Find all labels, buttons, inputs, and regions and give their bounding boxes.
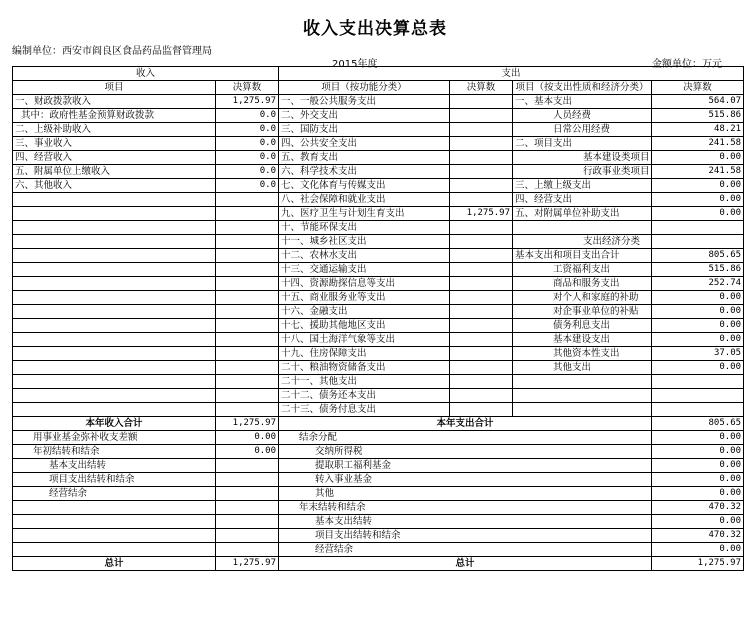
balance-income-item: 项目支出结转和结余 — [13, 473, 216, 487]
func-amount-cell — [450, 389, 513, 403]
balance-income-item: 经营结余 — [13, 487, 216, 501]
income-item-cell: 一、财政拨款收入 — [13, 95, 216, 109]
func-item-cell: 一、一般公共服务支出 — [279, 95, 450, 109]
econ-amount-cell: 0.00 — [652, 193, 744, 207]
income-amount-cell — [216, 361, 279, 375]
func-amount-cell: 1,275.97 — [450, 207, 513, 221]
econ-item-cell — [513, 375, 652, 389]
econ-item-cell: 对企事业单位的补贴 — [513, 305, 652, 319]
econ-amount-cell: 515.86 — [652, 263, 744, 277]
income-item-cell — [13, 403, 216, 417]
income-amount-cell: 1,275.97 — [216, 95, 279, 109]
table-row — [13, 277, 744, 291]
table-row — [13, 165, 744, 179]
income-item-header: 项目 — [13, 81, 216, 95]
grand-expense-value: 1,275.97 — [652, 557, 744, 571]
income-amount-cell — [216, 207, 279, 221]
econ-item-cell — [513, 403, 652, 417]
func-amount-cell — [450, 319, 513, 333]
func-item-cell: 八、社会保障和就业支出 — [279, 193, 450, 207]
balance-expense-item: 结余分配 — [279, 431, 652, 445]
income-item-cell: 五、附属单位上缴收入 — [13, 165, 216, 179]
econ-item-cell: 工资福利支出 — [513, 263, 652, 277]
func-item-cell: 二十二、债务还本支出 — [279, 389, 450, 403]
econ-amount-cell: 0.00 — [652, 151, 744, 165]
table-row — [13, 235, 744, 249]
econ-item-cell: 四、经营支出 — [513, 193, 652, 207]
balance-row — [13, 473, 744, 487]
balance-income-item: 基本支出结转 — [13, 459, 216, 473]
func-amount-cell — [450, 361, 513, 375]
currency-label: 金额单位：万元 — [652, 59, 722, 70]
income-amount-cell — [216, 249, 279, 263]
func-amount-cell — [450, 137, 513, 151]
income-item-cell — [13, 221, 216, 235]
func-item-cell: 二十、粮油物资储备支出 — [279, 361, 450, 375]
func-amount-cell — [450, 123, 513, 137]
func-item-cell: 十八、国土海洋气象等支出 — [279, 333, 450, 347]
balance-income-item: 用事业基金弥补收支差额 — [13, 431, 216, 445]
income-item-cell: 四、经营收入 — [13, 151, 216, 165]
econ-item-cell: 商品和服务支出 — [513, 277, 652, 291]
income-amount-cell — [216, 193, 279, 207]
func-item-cell: 五、教育支出 — [279, 151, 450, 165]
balance-expense-item: 其他 — [279, 487, 652, 501]
income-amount-cell — [216, 319, 279, 333]
balance-row — [13, 529, 744, 543]
econ-amount-header: 决算数 — [652, 81, 744, 95]
balance-income-amount — [216, 473, 279, 487]
table-row — [13, 389, 744, 403]
table-row — [13, 361, 744, 375]
econ-amount-cell: 0.00 — [652, 305, 744, 319]
econ-amount-cell: 48.21 — [652, 123, 744, 137]
income-amount-cell: 0.0 — [216, 109, 279, 123]
income-amount-cell — [216, 347, 279, 361]
table-row — [13, 319, 744, 333]
table-row — [13, 333, 744, 347]
expense-header: 支出 — [279, 67, 744, 81]
econ-item-cell: 三、上缴上级支出 — [513, 179, 652, 193]
balance-income-item — [13, 501, 216, 515]
econ-amount-cell — [652, 403, 744, 417]
balance-expense-amount: 470.32 — [652, 501, 744, 515]
balance-expense-amount: 0.00 — [652, 543, 744, 557]
income-amount-cell — [216, 403, 279, 417]
balance-income-amount: 0.00 — [216, 431, 279, 445]
income-item-cell — [13, 347, 216, 361]
econ-item-cell: 对个人和家庭的补助 — [513, 291, 652, 305]
table-row — [13, 249, 744, 263]
income-item-cell: 其中：政府性基金预算财政拨款 — [13, 109, 216, 123]
econ-amount-cell: 564.07 — [652, 95, 744, 109]
balance-expense-item: 交纳所得税 — [279, 445, 652, 459]
func-item-cell: 二十三、债务付息支出 — [279, 403, 450, 417]
func-amount-cell — [450, 235, 513, 249]
balance-income-amount — [216, 515, 279, 529]
table-row — [13, 123, 744, 137]
func-amount-cell — [450, 151, 513, 165]
func-amount-cell — [450, 221, 513, 235]
balance-income-amount — [216, 487, 279, 501]
income-item-cell — [13, 263, 216, 277]
econ-item-cell: 其他支出 — [513, 361, 652, 375]
func-item-header: 项目（按功能分类） — [279, 81, 450, 95]
table-row — [13, 151, 744, 165]
income-total-label: 本年收入合计 — [13, 417, 216, 431]
econ-amount-cell — [652, 221, 744, 235]
econ-item-cell — [513, 389, 652, 403]
func-amount-cell — [450, 291, 513, 305]
balance-income-amount — [216, 529, 279, 543]
econ-item-cell: 日常公用经费 — [513, 123, 652, 137]
econ-amount-cell — [652, 235, 744, 249]
expense-total-label: 本年支出合计 — [279, 417, 652, 431]
econ-amount-cell: 0.00 — [652, 207, 744, 221]
balance-row — [13, 501, 744, 515]
econ-amount-cell: 241.58 — [652, 165, 744, 179]
income-amount-cell — [216, 263, 279, 277]
func-amount-cell — [450, 109, 513, 123]
func-item-cell: 四、公共安全支出 — [279, 137, 450, 151]
balance-expense-amount: 0.00 — [652, 459, 744, 473]
balance-income-amount — [216, 543, 279, 557]
balance-expense-amount: 0.00 — [652, 445, 744, 459]
econ-amount-cell: 0.00 — [652, 319, 744, 333]
econ-item-cell: 二、项目支出 — [513, 137, 652, 151]
econ-item-cell: 五、对附属单位补助支出 — [513, 207, 652, 221]
income-item-cell: 三、事业收入 — [13, 137, 216, 151]
expense-total-value: 805.65 — [652, 417, 744, 431]
table-row — [13, 179, 744, 193]
balance-expense-amount: 0.00 — [652, 431, 744, 445]
income-item-cell — [13, 389, 216, 403]
balance-income-item — [13, 543, 216, 557]
table-row — [13, 95, 744, 109]
balance-expense-amount: 0.00 — [652, 473, 744, 487]
income-amount-cell: 0.0 — [216, 137, 279, 151]
balance-expense-amount: 470.32 — [652, 529, 744, 543]
report-year: 2015年度 — [332, 59, 378, 70]
income-item-cell — [13, 277, 216, 291]
econ-amount-cell: 0.00 — [652, 179, 744, 193]
func-amount-cell — [450, 347, 513, 361]
balance-expense-item: 基本支出结转 — [279, 515, 652, 529]
income-item-cell — [13, 291, 216, 305]
econ-amount-cell: 0.00 — [652, 333, 744, 347]
func-item-cell: 十七、援助其他地区支出 — [279, 319, 450, 333]
econ-item-cell: 人员经费 — [513, 109, 652, 123]
func-item-cell: 二十一、其他支出 — [279, 375, 450, 389]
balance-row — [13, 445, 744, 459]
table-row — [13, 291, 744, 305]
func-item-cell: 十二、农林水支出 — [279, 249, 450, 263]
econ-item-cell: 支出经济分类 — [513, 235, 652, 249]
table-row — [13, 109, 744, 123]
grand-income-label: 总计 — [13, 557, 216, 571]
econ-amount-cell: 805.65 — [652, 249, 744, 263]
econ-amount-cell — [652, 389, 744, 403]
econ-amount-cell: 241.58 — [652, 137, 744, 151]
report-title: 收入支出决算总表 — [303, 19, 447, 39]
balance-row — [13, 515, 744, 529]
func-amount-cell — [450, 193, 513, 207]
income-amount-cell: 0.0 — [216, 151, 279, 165]
income-item-cell: 二、上级补助收入 — [13, 123, 216, 137]
func-item-cell: 十三、交通运输支出 — [279, 263, 450, 277]
balance-income-amount — [216, 459, 279, 473]
grand-income-value: 1,275.97 — [216, 557, 279, 571]
balance-expense-item: 提取职工福利基金 — [279, 459, 652, 473]
func-item-cell: 九、医疗卫生与计划生育支出 — [279, 207, 450, 221]
income-amount-cell — [216, 305, 279, 319]
income-amount-cell — [216, 375, 279, 389]
func-item-cell: 二、外交支出 — [279, 109, 450, 123]
income-item-cell — [13, 193, 216, 207]
func-amount-cell — [450, 305, 513, 319]
func-amount-cell — [450, 165, 513, 179]
income-expense-table — [12, 66, 744, 571]
econ-item-cell: 基本支出和项目支出合计 — [513, 249, 652, 263]
func-item-cell: 十六、金融支出 — [279, 305, 450, 319]
income-header: 收入 — [13, 67, 279, 81]
grand-total-row — [13, 557, 744, 571]
balance-expense-item: 转入事业基金 — [279, 473, 652, 487]
func-amount-cell — [450, 277, 513, 291]
func-amount-cell — [450, 249, 513, 263]
func-item-cell: 十九、住房保障支出 — [279, 347, 450, 361]
income-item-cell — [13, 249, 216, 263]
econ-amount-cell: 37.05 — [652, 347, 744, 361]
table-row — [13, 207, 744, 221]
balance-income-item: 年初结转和结余 — [13, 445, 216, 459]
econ-item-cell: 其他资本性支出 — [513, 347, 652, 361]
income-item-cell — [13, 319, 216, 333]
balance-income-item — [13, 529, 216, 543]
econ-item-cell — [513, 221, 652, 235]
income-amount-cell — [216, 333, 279, 347]
income-amount-cell — [216, 277, 279, 291]
func-item-cell: 三、国防支出 — [279, 123, 450, 137]
income-item-cell — [13, 235, 216, 249]
econ-item-cell: 行政事业类项目 — [513, 165, 652, 179]
econ-item-cell: 债务利息支出 — [513, 319, 652, 333]
income-amount-cell — [216, 291, 279, 305]
income-amount-header: 决算数 — [216, 81, 279, 95]
func-amount-cell — [450, 179, 513, 193]
balance-income-amount — [216, 501, 279, 515]
header-row-1 — [13, 67, 744, 81]
balance-row — [13, 431, 744, 445]
econ-amount-cell: 0.00 — [652, 291, 744, 305]
func-amount-cell — [450, 403, 513, 417]
func-item-cell: 十五、商业服务业等支出 — [279, 291, 450, 305]
econ-amount-cell: 515.86 — [652, 109, 744, 123]
income-item-cell — [13, 305, 216, 319]
balance-income-amount: 0.00 — [216, 445, 279, 459]
func-amount-cell — [450, 333, 513, 347]
income-amount-cell: 0.0 — [216, 165, 279, 179]
table-row — [13, 375, 744, 389]
econ-item-cell: 基本建设类项目 — [513, 151, 652, 165]
econ-item-cell: 基本建设支出 — [513, 333, 652, 347]
econ-item-cell: 一、基本支出 — [513, 95, 652, 109]
income-amount-cell — [216, 235, 279, 249]
income-amount-cell — [216, 221, 279, 235]
func-amount-header: 决算数 — [450, 81, 513, 95]
balance-row — [13, 543, 744, 557]
econ-item-header: 项目（按支出性质和经济分类） — [513, 81, 652, 95]
income-total-value: 1,275.97 — [216, 417, 279, 431]
table-row — [13, 347, 744, 361]
income-amount-cell — [216, 389, 279, 403]
balance-income-item — [13, 515, 216, 529]
income-item-cell — [13, 333, 216, 347]
func-amount-cell — [450, 95, 513, 109]
income-item-cell — [13, 361, 216, 375]
income-item-cell — [13, 207, 216, 221]
table-row — [13, 305, 744, 319]
income-amount-cell: 0.0 — [216, 123, 279, 137]
func-amount-cell — [450, 375, 513, 389]
unit-label: 编制单位：西安市阎良区食品药品监督管理局 — [12, 46, 212, 57]
grand-expense-label: 总计 — [279, 557, 652, 571]
balance-expense-amount: 0.00 — [652, 487, 744, 501]
table-row — [13, 263, 744, 277]
econ-amount-cell: 252.74 — [652, 277, 744, 291]
func-item-cell: 十一、城乡社区支出 — [279, 235, 450, 249]
func-amount-cell — [450, 263, 513, 277]
func-item-cell: 十四、资源勘探信息等支出 — [279, 277, 450, 291]
func-item-cell: 六、科学技术支出 — [279, 165, 450, 179]
table-row — [13, 137, 744, 151]
balance-row — [13, 487, 744, 501]
header-row-2 — [13, 81, 744, 95]
balance-expense-item: 项目支出结转和结余 — [279, 529, 652, 543]
func-item-cell: 十、节能环保支出 — [279, 221, 450, 235]
balance-row — [13, 459, 744, 473]
income-item-cell — [13, 375, 216, 389]
income-item-cell: 六、其他收入 — [13, 179, 216, 193]
totals-row — [13, 417, 744, 431]
table-row — [13, 193, 744, 207]
balance-expense-amount: 0.00 — [652, 515, 744, 529]
balance-expense-item: 经营结余 — [279, 543, 652, 557]
func-item-cell: 七、文化体育与传媒支出 — [279, 179, 450, 193]
income-amount-cell: 0.0 — [216, 179, 279, 193]
table-row — [13, 403, 744, 417]
econ-amount-cell — [652, 375, 744, 389]
balance-expense-item: 年末结转和结余 — [279, 501, 652, 515]
table-row — [13, 221, 744, 235]
econ-amount-cell: 0.00 — [652, 361, 744, 375]
